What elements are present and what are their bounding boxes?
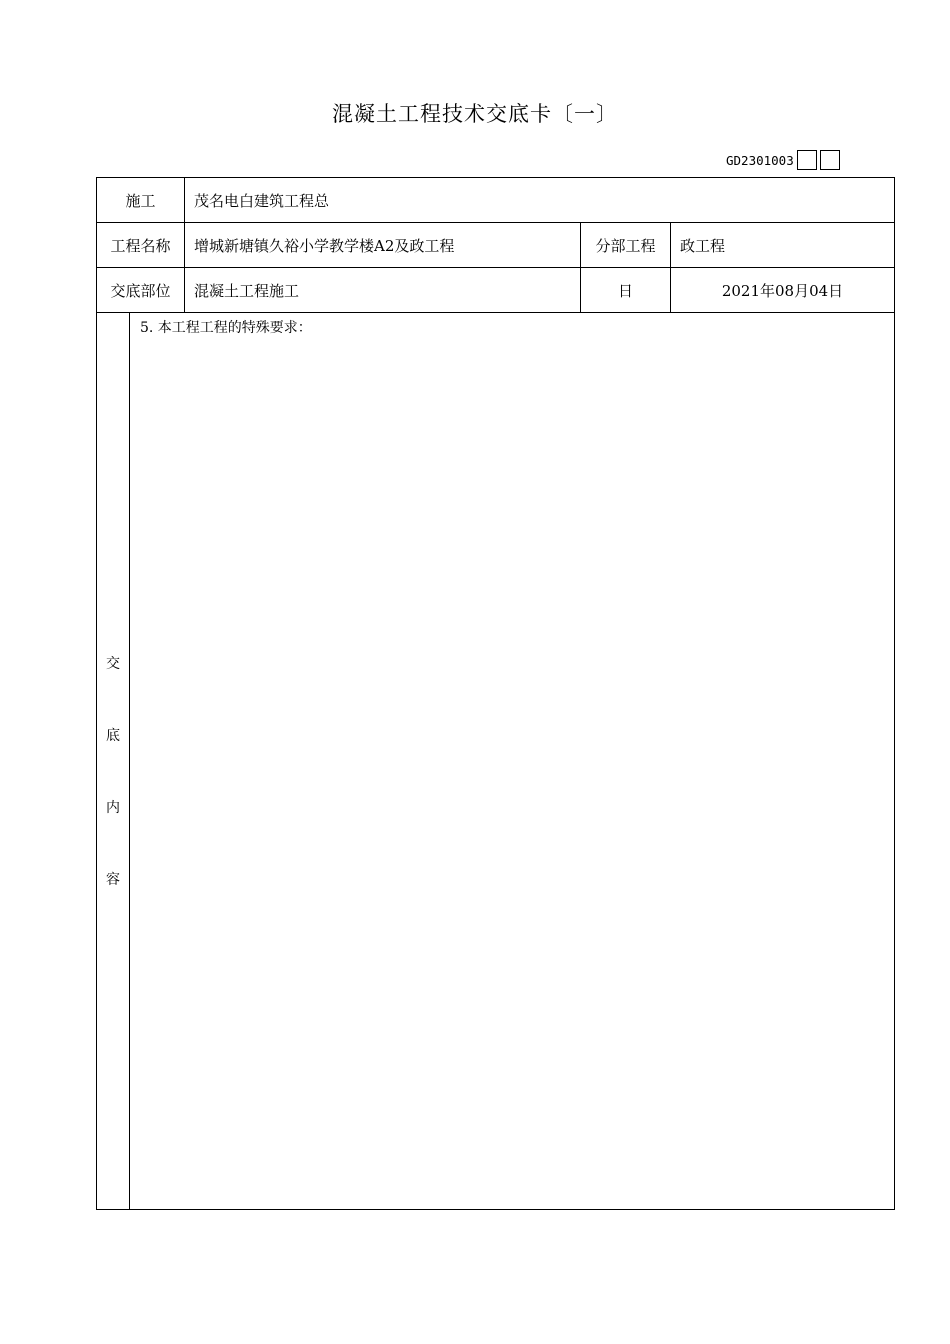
code-box-2[interactable]: [820, 150, 840, 170]
row-construction: [97, 178, 895, 223]
side-char: 容: [106, 872, 120, 888]
row-content: [97, 313, 895, 1210]
disclosure-form-table: [96, 177, 895, 1210]
project-name-label: 工程名称: [97, 223, 185, 268]
document-code-row: [726, 148, 840, 172]
side-char: 交: [106, 656, 120, 672]
document-code: GD2301003: [726, 152, 794, 168]
location-value: 混凝土工程施工: [185, 268, 581, 313]
subproject-label: 分部工程: [581, 223, 671, 268]
content-side-label: [97, 313, 130, 1209]
special-requirement-text: 5. 本工程工程的特殊要求：: [140, 320, 312, 336]
content-body[interactable]: [130, 313, 894, 1209]
subproject-value: 政工程: [671, 223, 895, 268]
row-location: [97, 268, 895, 313]
content-cell: [97, 313, 895, 1210]
date-label: 日: [581, 268, 671, 313]
construction-value: 茂名电白建筑工程总: [185, 178, 895, 223]
construction-label: 施工: [97, 178, 185, 223]
code-box-1[interactable]: [797, 150, 817, 170]
project-name-value: 增城新塘镇久裕小学教学楼A2及政工程: [185, 223, 581, 268]
side-char: 底: [106, 728, 120, 744]
row-project-name: [97, 223, 895, 268]
document-title: 混凝土工程技术交底卡〔一〕: [332, 102, 618, 126]
location-label: 交底部位: [97, 268, 185, 313]
date-value: 2021年08月04日: [671, 268, 895, 313]
side-char: 内: [106, 800, 120, 816]
